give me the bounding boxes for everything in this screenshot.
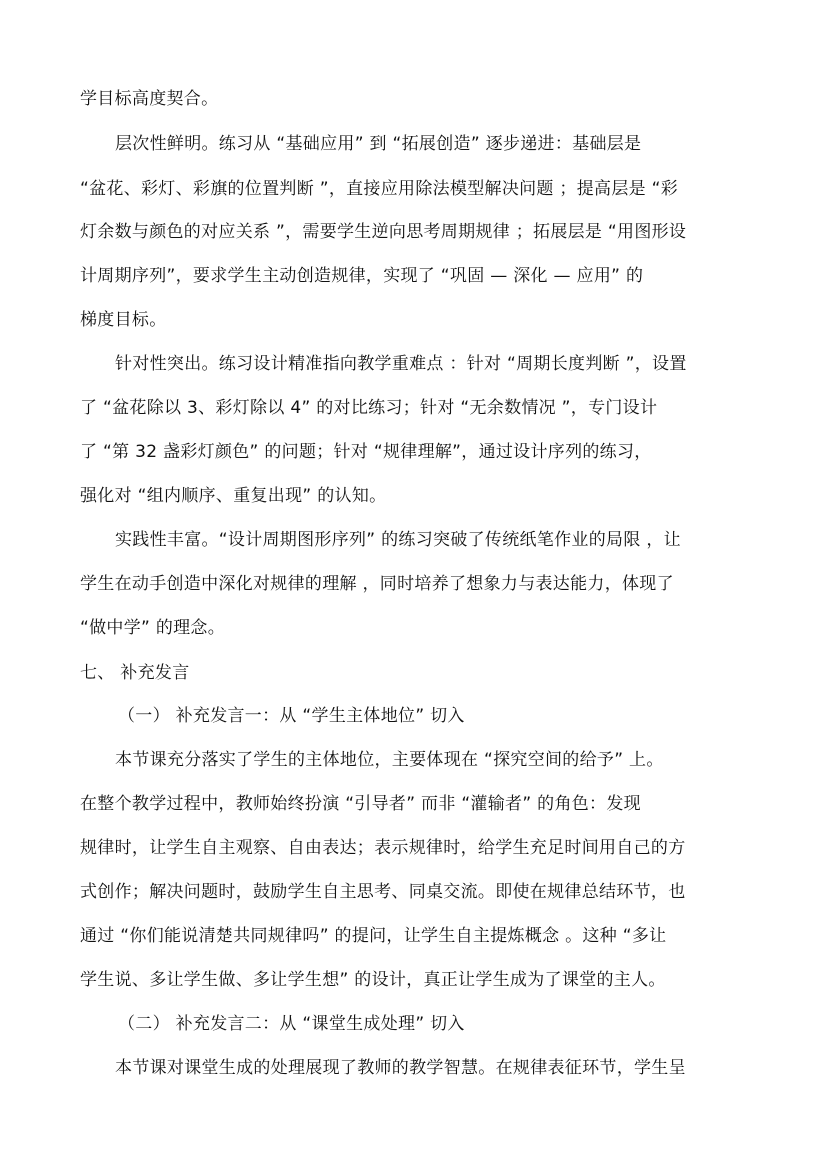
text-line: 了 “盆花除以 3、彩灯除以 4” 的对比练习；针对 “无余数情况 ”，专门设计 [80, 398, 658, 418]
subsection-heading: （二） 补充发言二：从 “课堂生成处理” 切入 [118, 1014, 465, 1034]
text-line: “盆花、彩灯、彩旗的位置判断 ”，直接应用除法模型解决问题 ；提高层是 “彩 [80, 179, 679, 199]
paragraph-start-line: 针对性突出。练习设计精准指向教学重难点 ：针对 “周期长度判断 ”，设置 [115, 354, 687, 374]
text-line: 计周期序列”，要求学生主动创造规律，实现了 “巩固 — 深化 — 应用” 的 [80, 266, 644, 286]
text-line: 通过 “你们能说清楚共同规律吗” 的提问，让学生自主提炼概念 。这种 “多让 [80, 926, 667, 946]
text-line: 式创作；解决问题时，鼓励学生自主思考、同桌交流。即使在规律总结环节，也 [80, 882, 686, 902]
text-line: 梯度目标。 [80, 310, 167, 330]
paragraph-start-line: 本节课充分落实了学生的主体地位，主要体现在 “探究空间的给予” 上。 [115, 750, 664, 770]
text-line: 灯余数与颜色的对应关系 ”，需要学生逆向思考周期规律 ；拓展层是 “用图形设 [80, 222, 687, 242]
text-line: 学生说、多让学生做、多让学生想” 的设计，真正让学生成为了课堂的主人。 [80, 970, 666, 990]
section-heading: 七、 补充发言 [80, 663, 190, 683]
text-line: 了 “第 32 盏彩灯颜色” 的问题；针对 “规律理解”，通过设计序列的练习， [80, 442, 652, 462]
text-line: “做中学” 的理念。 [80, 618, 226, 638]
paragraph-start-line: 层次性鲜明。练习从 “基础应用” 到 “拓展创造” 逐步递进：基础层是 [115, 134, 642, 154]
text-line: 在整个教学过程中，教师始终扮演 “引导者” 而非 “灌输者” 的角色：发现 [80, 794, 641, 814]
subsection-heading: （一） 补充发言一：从 “学生主体地位” 切入 [118, 706, 465, 726]
text-line: 学生在动手创造中深化对规律的理解 ，同时培养了想象力与表达能力，体现了 [80, 574, 674, 594]
text-line: 学目标高度契合。 [80, 89, 219, 109]
paragraph-start-line: 本节课对课堂生成的处理展现了教师的教学智慧。在规律表征环节，学生呈 [115, 1058, 686, 1078]
text-line: 强化对 “组内顺序、重复出现” 的认知。 [80, 486, 387, 506]
text-line: 规律时，让学生自主观察、自由表达；表示规律时，给学生充足时间用自己的方 [80, 838, 686, 858]
paragraph-start-line: 实践性丰富。“设计周期图形序列” 的练习突破了传统纸笔作业的局限 ，让 [115, 530, 681, 550]
